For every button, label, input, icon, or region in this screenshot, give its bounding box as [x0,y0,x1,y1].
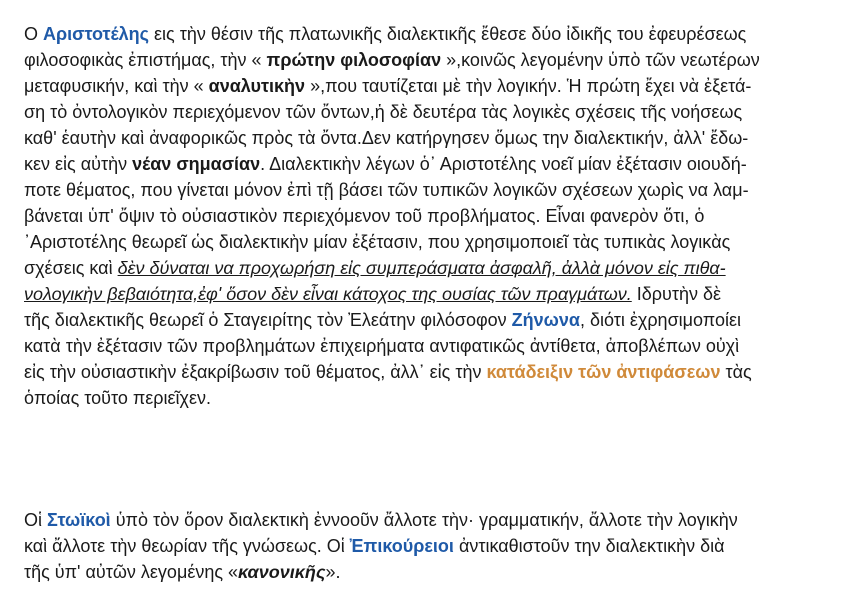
p1-line-4: ση τὸ ὀντολογικὸν περιεχόμενον τῶν ὄντων,ἡ δὲ δευτέρα τὰς λογικὲς σχέσεις τῆς νοήσεως [24,102,743,122]
p1-line-14 [24,359,752,385]
p1-line-12 [24,307,741,333]
term-contradictions: κατάδειξιν τῶν ἀντιφάσεων [486,362,721,382]
text: μεταφυσικήν, καὶ τὴν « [24,76,209,96]
p1-line-2 [24,47,760,73]
p1-line-6 [24,151,747,177]
underlined-italic-phrase: δὲν δύναται να προχωρήση εἰς συμπεράσματα ἀσφαλῆ, ἀλλὰ μόνον εἰς πιθα- [117,258,726,278]
p1-line-8: βάνεται ὑπ' ὄψιν τὸ οὐσιαστικὸν περιεχόμενον τοῦ προβλήματος. Εἶναι φανερὸν ὅτι, ὁ [24,206,705,226]
text: καὶ ἄλλοτε τὴν θεωρίαν τῆς γνώσεως. Οἱ [24,536,350,556]
underlined-italic-phrase: νολογικὴν βεβαιότητα,ἐφ' ὅσον δὲν εἶναι κάτοχος της ουσίας τῶν πραγμάτων. [24,284,632,304]
p1-line-3 [24,73,751,99]
text: »,κοινῶς λεγομένην ὑπὸ τῶν νεωτέρων [441,50,760,70]
p1-line-10 [24,255,726,281]
text: σχέσεις καὶ [24,258,118,278]
text: τὰς [720,362,752,382]
p1-line-7: ποτε θέματος, που γίνεται μόνον ἐπὶ τῇ βάσει τῶν τυπικῶν λογικῶν σχέσεων χωρὶς να λαμ- [24,180,749,200]
p1-line-5: καθ' ἑαυτὴν καὶ ἀναφορικῶς πρὸς τὰ ὄντα.Δεν κατήργησεν ὅμως την διαλεκτικήν, ἀλλ' ἔδω- [24,128,749,148]
term-canonic: κανονικῆς [238,562,326,582]
p1-line-1 [24,21,746,47]
text: κεν εἰς αὐτὴν [24,154,133,174]
text: , διότι ἐχρησιμοποίει [579,310,741,330]
p2-line-2 [24,533,725,559]
p1-line-15: ὁποίας τοῦτο περιεῖχεν. [24,388,212,408]
text: »,που ταυτίζεται μὲ τὴν λογικήν. Ἡ πρώτη ἔχει νὰ ἐξετά- [305,76,752,96]
text: Οἱ [24,510,48,530]
text: Ο [24,24,44,44]
text: ». [325,562,341,582]
text: τῆς διαλεκτικῆς θεωρεῖ ὁ Σταγειρίτης τὸν Ἐλεάτην φιλόσοφον [24,310,512,330]
term-first-philosophy: πρώτην φιλοσοφίαν [266,50,442,70]
name-epicureans: Ἐπικούρειοι [349,536,454,556]
name-aristotle: Αριστοτέλης [43,24,150,44]
text: εἰς τὴν οὐσιαστικὴν ἐξακρίβωσιν τοῦ θέματος, ἀλλ᾽ εἰς τὴν [24,362,487,382]
text: . Διαλεκτικὴν λέγων ὁ᾽ Αριστοτέλης νοεῖ μίαν ἐξέτασιν οιουδή- [260,154,747,174]
p1-line-9: ᾽Αριστοτέλης θεωρεῖ ὡς διαλεκτικὴν μίαν ἐξέτασιν, που χρησιμοποιεῖ τὰς τυπικὰς λογικὰς [24,232,731,252]
term-analytics: αναλυτικὴν [208,76,306,96]
p1-line-11 [24,281,721,307]
text: Ιδρυτὴν δὲ [631,284,722,304]
p2-line-3 [24,559,341,585]
text: τῆς ὑπ' αὐτῶν λεγομένης « [24,562,239,582]
text: εις τὴν θέσιν τῆς πλατωνικῆς διαλεκτικῆς ἔθεσε δύο ἰδικῆς του ἐφευρέσεως [149,24,747,44]
text: ὑπὸ τὸν ὅρον διαλεκτικὴ ἐννοοῦν ἄλλοτε τὴν· γραμματικήν, ἄλλοτε τὴν λογικὴν [110,510,738,530]
text: ἀντικαθιστοῦν την διαλεκτικὴν διὰ [453,536,725,556]
name-zeno: Ζήνωνα [511,310,580,330]
p1-line-13: κατὰ τὴν ἐξέτασιν τῶν προβλημάτων ἐπιχειρήματα αντιφατικῶς ἀντίθετα, ἀποβλέπων οὐχὶ [24,336,740,356]
p2-line-1 [24,507,738,533]
name-stoics: Στωϊκοὶ [47,510,111,530]
text: φιλοσοφικὰς ἐπιστήμας, τὴν « [24,50,267,70]
term-new-meaning: νέαν σημασίαν [132,154,261,174]
